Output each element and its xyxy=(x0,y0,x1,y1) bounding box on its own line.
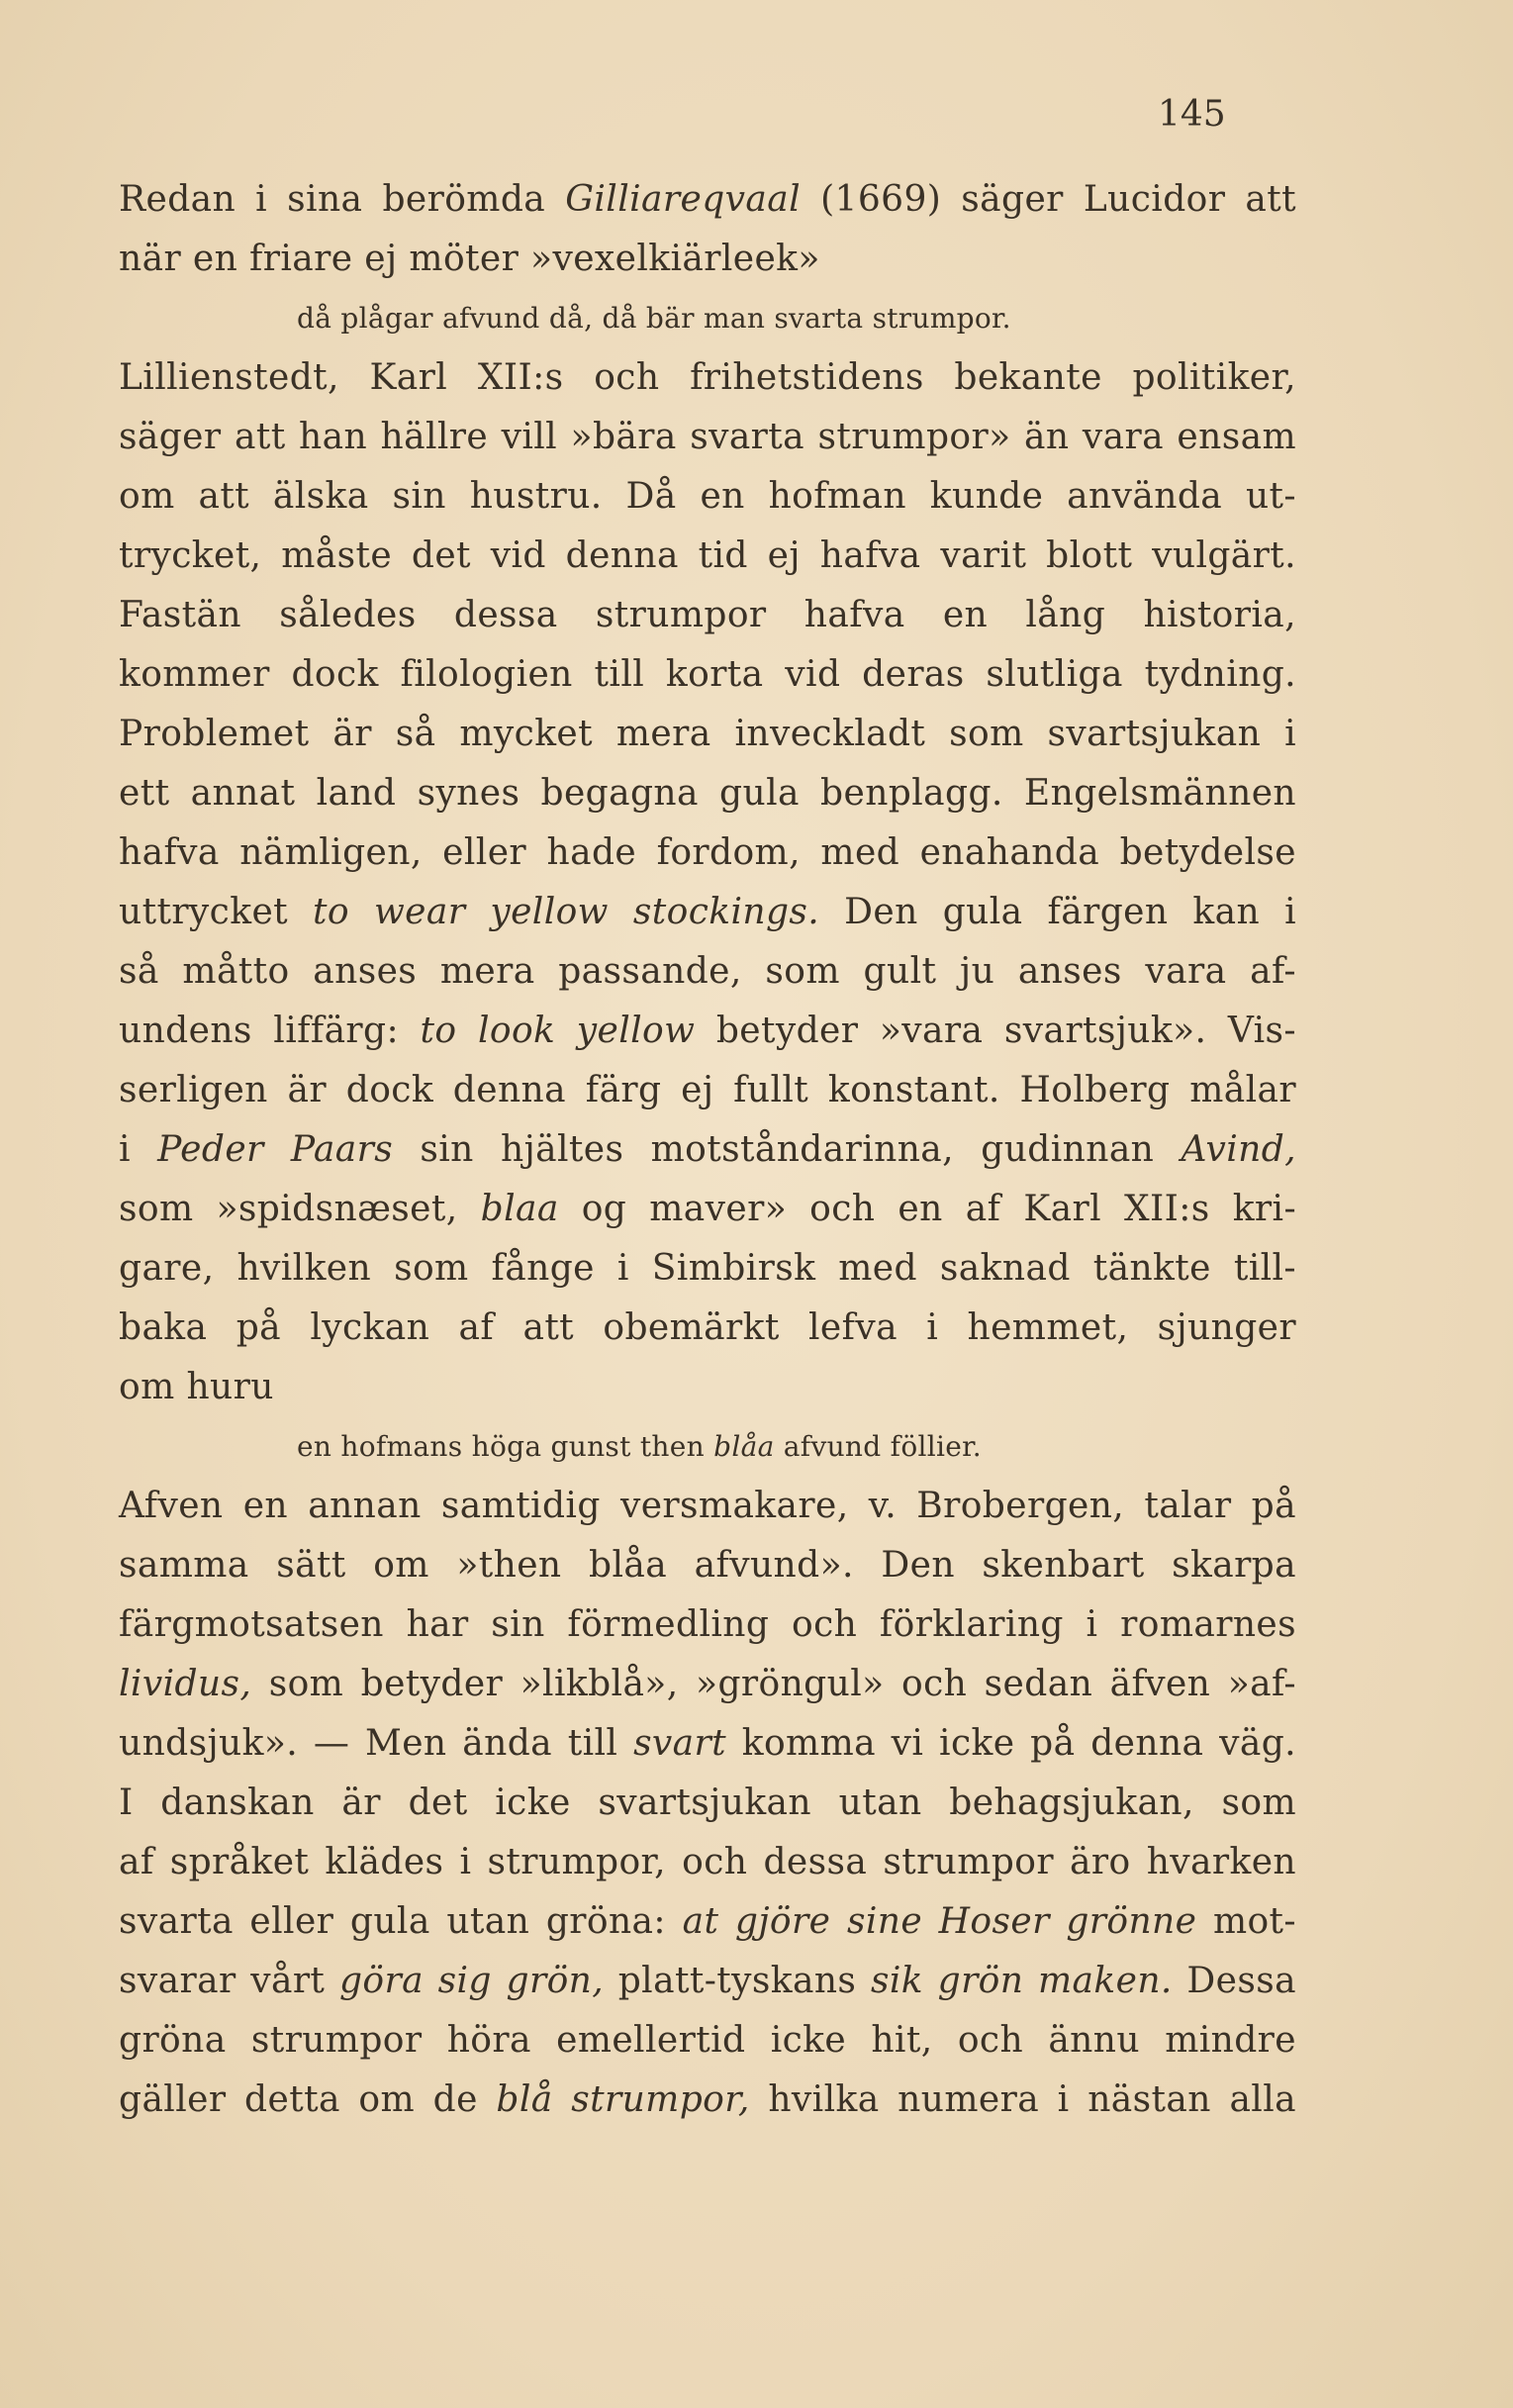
line-content xyxy=(119,1952,1296,2011)
text-segment: afvund föllier. xyxy=(774,1430,982,1463)
text-line xyxy=(119,1536,1296,1595)
text-line xyxy=(119,1002,1296,1061)
text-line xyxy=(119,408,1296,467)
text-line xyxy=(119,230,1296,289)
text-segment: färgmotsatsen har sin förmedling och förklaring i romarnes xyxy=(119,1604,1296,1645)
text-segment: baka på lyckan af att obemärkt lefva i hemmet, sjunger xyxy=(119,1307,1296,1348)
text-line xyxy=(119,823,1296,883)
text-line xyxy=(119,527,1296,586)
text-segment: Afven en annan samtidig versmakare, v. Brobergen, talar på xyxy=(119,1486,1296,1526)
italic-phrase: blå strumpor, xyxy=(496,2079,750,2120)
line-content xyxy=(119,1299,1296,1358)
text-line xyxy=(119,1833,1296,1892)
text-line xyxy=(119,764,1296,823)
line-content xyxy=(119,408,1296,467)
line-content xyxy=(119,942,1296,1002)
text-segment: om huru xyxy=(119,1367,274,1407)
text-line xyxy=(119,942,1296,1002)
italic-phrase: göra sig grön, xyxy=(338,1961,605,2001)
line-content xyxy=(119,1477,1296,1536)
text-segment: som »spidsnæset, xyxy=(119,1189,481,1229)
line-content xyxy=(119,1833,1296,1892)
text-segment: gäller detta om de xyxy=(119,2079,497,2120)
line-content xyxy=(119,467,1296,527)
text-segment: som betyder »likblå», »gröngul» och sedan äfven »af- xyxy=(251,1664,1296,1704)
text-segment: hvilka numera i nästan alla xyxy=(749,2079,1296,2120)
text-segment: Dessa xyxy=(1172,1961,1296,2001)
line-content xyxy=(119,645,1296,705)
line-content xyxy=(119,2011,1296,2071)
quoted-verse-line xyxy=(119,1417,1296,1477)
text-segment: Redan i sina berömda xyxy=(119,179,566,220)
text-line xyxy=(119,645,1296,705)
text-segment: Fastän således dessa strumpor hafva en lång historia, xyxy=(119,595,1296,635)
italic-phrase: blaa xyxy=(480,1189,559,1229)
text-segment: om att älska sin hustru. Då en hofman kunde använda ut- xyxy=(119,476,1296,517)
italic-phrase: to wear yellow stockings. xyxy=(313,892,820,932)
italic-phrase: blåa xyxy=(713,1430,775,1463)
text-segment: platt-tyskans xyxy=(604,1961,871,2001)
text-segment: när en friare ej möter »vexelkiärleek» xyxy=(119,239,820,279)
italic-phrase: Gilliareqvaal xyxy=(565,179,802,220)
text-segment: uttrycket xyxy=(119,892,314,932)
text-segment: gröna strumpor höra emellertid icke hit, och ännu mindre xyxy=(119,2020,1296,2061)
text-segment: Problemet är så mycket mera inveckladt som svartsjukan i xyxy=(119,714,1296,754)
line-content xyxy=(119,170,1296,230)
italic-phrase: Peder Paars xyxy=(157,1129,394,1170)
italic-phrase: lividus, xyxy=(119,1664,252,1704)
text-segment: af språket klädes i strumpor, och dessa strumpor äro hvarken xyxy=(119,1842,1296,1882)
text-segment: betyder »vara svartsjuk». Vis- xyxy=(695,1011,1296,1051)
line-content xyxy=(119,527,1296,586)
line-content xyxy=(119,348,1296,408)
italic-phrase: Avind, xyxy=(1181,1129,1296,1170)
text-segment: sin hjältes motståndarinna, gudinnan xyxy=(393,1129,1182,1170)
text-segment: samma sätt om »then blåa afvund». Den skenbart skarpa xyxy=(119,1545,1296,1586)
line-content xyxy=(119,1774,1296,1833)
line-content xyxy=(297,1430,982,1463)
line-content xyxy=(119,1120,1296,1180)
line-content xyxy=(119,705,1296,764)
text-line xyxy=(119,1952,1296,2011)
text-line xyxy=(119,1061,1296,1120)
italic-phrase: sik grön maken. xyxy=(870,1961,1173,2001)
line-content xyxy=(119,1655,1296,1714)
line-content xyxy=(119,1061,1296,1120)
text-segment: mot- xyxy=(1196,1901,1296,1942)
text-line xyxy=(119,1655,1296,1714)
text-line xyxy=(119,348,1296,408)
italic-phrase: at gjöre sine Hoser grönne xyxy=(682,1901,1197,1942)
text-segment: då plågar afvund då, då bär man svarta strumpor. xyxy=(297,302,1011,335)
text-line xyxy=(119,2071,1296,2130)
text-line xyxy=(119,467,1296,527)
text-line xyxy=(119,1477,1296,1536)
text-segment: en hofmans höga gunst then xyxy=(297,1430,714,1463)
text-line xyxy=(119,883,1296,942)
line-content xyxy=(119,1367,274,1407)
text-segment: säger att han hällre vill »bära svarta strumpor» än vara ensam xyxy=(119,417,1296,457)
line-content xyxy=(119,1892,1296,1952)
text-segment: i xyxy=(119,1129,158,1170)
text-segment: hafva nämligen, eller hade fordom, med enahanda betydelse xyxy=(119,832,1296,873)
text-line xyxy=(119,1714,1296,1774)
line-content xyxy=(119,1002,1296,1061)
text-segment: komma vi icke på denna väg. xyxy=(726,1723,1297,1764)
line-content xyxy=(119,883,1296,942)
line-content xyxy=(119,1714,1296,1774)
text-segment: undsjuk». — Men ända till xyxy=(119,1723,634,1764)
line-content xyxy=(297,302,1011,335)
text-line xyxy=(119,1595,1296,1655)
line-content xyxy=(119,586,1296,645)
text-segment: så måtto anses mera passande, som gult ju anses vara af- xyxy=(119,951,1296,992)
text-line xyxy=(119,1892,1296,1952)
text-segment: kommer dock filologien till korta vid deras slutliga tydning. xyxy=(119,654,1296,695)
text-segment: ett annat land synes begagna gula benplagg. Engelsmännen xyxy=(119,773,1296,814)
body-text xyxy=(119,170,1296,2130)
text-segment: svarar vårt xyxy=(119,1961,339,2001)
text-segment: Den gula färgen kan i xyxy=(819,892,1296,932)
text-segment: I danskan är det icke svartsjukan utan behagsjukan, som xyxy=(119,1782,1296,1823)
line-content xyxy=(119,1536,1296,1595)
italic-phrase: to look yellow xyxy=(420,1011,696,1051)
line-content xyxy=(119,1595,1296,1655)
text-segment: og maver» och en af Karl XII:s kri- xyxy=(558,1189,1297,1229)
text-segment: (1669) säger Lucidor att xyxy=(801,179,1296,220)
line-content xyxy=(119,1180,1296,1239)
text-line xyxy=(119,1239,1296,1299)
page-number: 145 xyxy=(1158,94,1226,135)
text-line xyxy=(119,1299,1296,1358)
text-line xyxy=(119,1120,1296,1180)
text-line xyxy=(119,1774,1296,1833)
quoted-verse-line xyxy=(119,289,1296,348)
line-content xyxy=(119,239,820,279)
text-line xyxy=(119,1358,1296,1417)
text-line xyxy=(119,1180,1296,1239)
text-segment: trycket, måste det vid denna tid ej hafva varit blott vulgärt. xyxy=(119,535,1296,576)
text-line xyxy=(119,170,1296,230)
line-content xyxy=(119,764,1296,823)
text-segment: gare, hvilken som fånge i Simbirsk med saknad tänkte till- xyxy=(119,1248,1296,1289)
line-content xyxy=(119,2071,1296,2130)
text-segment: undens liffärg: xyxy=(119,1011,421,1051)
text-segment: svarta eller gula utan gröna: xyxy=(119,1901,683,1942)
italic-phrase: svart xyxy=(633,1723,727,1764)
text-segment: Lillienstedt, Karl XII:s och frihetstidens bekante politiker, xyxy=(119,357,1296,398)
text-segment: serligen är dock denna färg ej fullt konstant. Holberg målar xyxy=(119,1070,1296,1110)
line-content xyxy=(119,1239,1296,1299)
text-line xyxy=(119,586,1296,645)
text-line xyxy=(119,2011,1296,2071)
text-line xyxy=(119,705,1296,764)
line-content xyxy=(119,823,1296,883)
